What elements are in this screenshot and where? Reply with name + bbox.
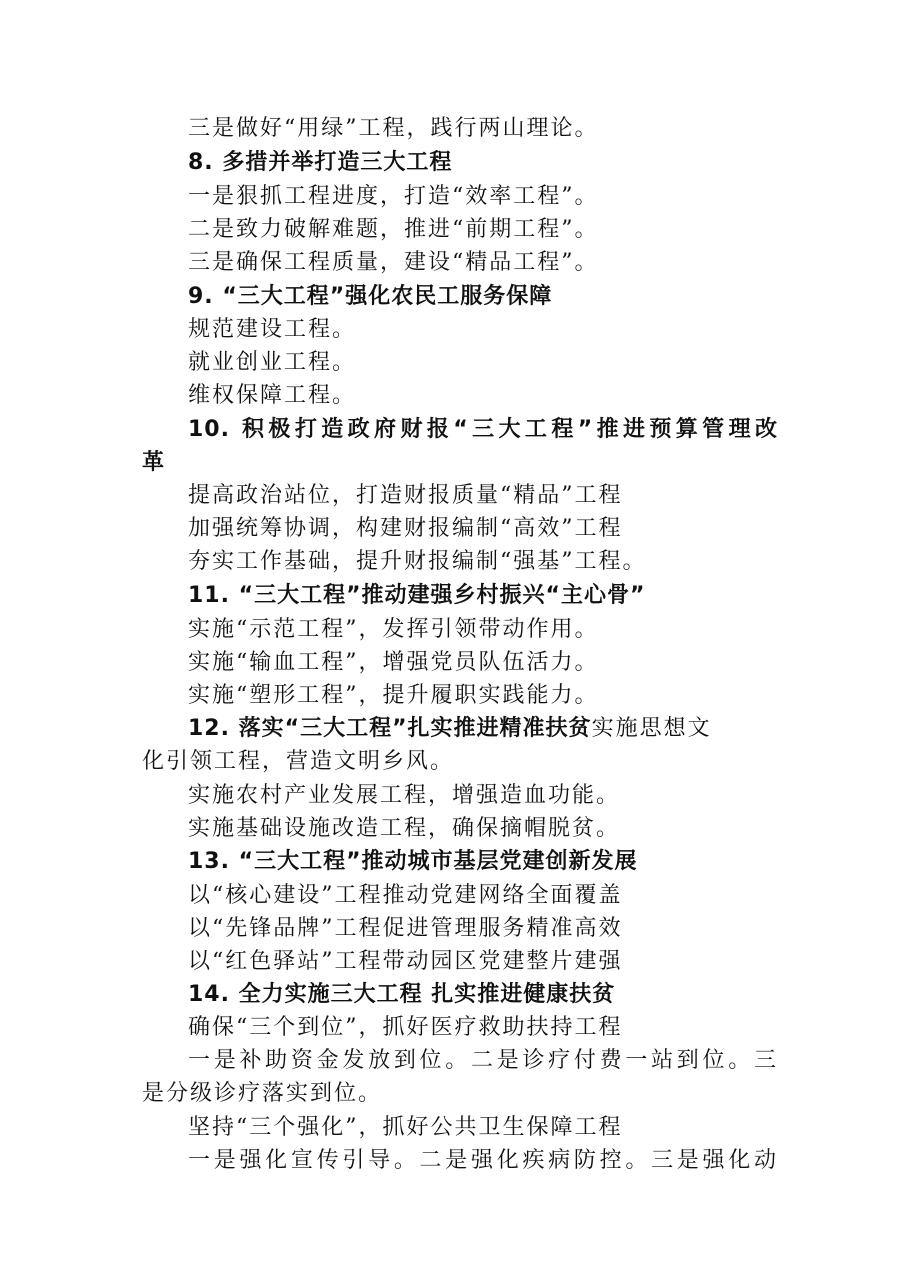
section-heading-10: 10. 积极打造政府财报“三大工程”推进预算管理改	[188, 417, 778, 442]
paragraph-line: 提高政治站位，打造财报质量“精品”工程	[188, 483, 623, 508]
paragraph-line: 以“红色驿站”工程带动园区党建整片建强	[188, 949, 623, 974]
paragraph-line: 坚持“三个强化”，抓好公共卫生保障工程	[188, 1115, 623, 1140]
paragraph-line: 以“先锋品牌”工程促进管理服务精准高效	[188, 916, 623, 941]
paragraph-line: 一是补助资金发放到位。二是诊疗付费一站到位。三	[188, 1048, 778, 1073]
paragraph-line: 规范建设工程。	[188, 317, 357, 342]
paragraph-line: 实施“输血工程”，增强党员队伍活力。	[188, 650, 599, 675]
paragraph-line: 是分级诊疗落实到位。	[142, 1081, 383, 1106]
paragraph-line: 确保“三个到位”，抓好医疗救助扶持工程	[188, 1015, 623, 1040]
section-heading-8: 8. 多措并举打造三大工程	[188, 150, 453, 175]
section-heading-13: 13. “三大工程”推动城市基层党建创新发展	[188, 849, 638, 874]
paragraph-line: 二是致力破解难题，推进“前期工程”。	[188, 217, 599, 242]
section-heading-9: 9. “三大工程”强化农民工服务保障	[188, 284, 553, 309]
paragraph-line: 实施基础设施改造工程，确保摘帽脱贫。	[188, 816, 621, 841]
section-heading-12: 12. 落实“三大工程”扎实推进精准扶贫	[188, 716, 592, 741]
paragraph-line: 就业创业工程。	[188, 350, 357, 375]
paragraph-inline: 实施思想文	[591, 716, 712, 741]
paragraph-line: 一是强化宣传引导。二是强化疾病防控。三是强化动	[188, 1148, 778, 1173]
paragraph-line: 三是确保工程质量，建设“精品工程”。	[188, 250, 599, 275]
paragraph-line: 三是做好“用绿”工程，践行两山理论。	[188, 116, 599, 141]
section-heading-11: 11. “三大工程”推动建强乡村振兴“主心骨”	[188, 583, 646, 608]
paragraph-line: 实施农村产业发展工程，增强造血功能。	[188, 783, 621, 808]
section-heading-10-cont: 革	[142, 450, 166, 475]
paragraph-line: 加强统筹协调，构建财报编制“高效”工程	[188, 516, 623, 541]
paragraph-line: 实施“示范工程”，发挥引领带动作用。	[188, 617, 599, 642]
section-heading-12-line	[188, 712, 778, 745]
paragraph-line: 实施“塑形工程”，提升履职实践能力。	[188, 683, 599, 708]
section-heading-14: 14. 全力实施三大工程 扎实推进健康扶贫	[188, 982, 616, 1007]
paragraph-line: 夯实工作基础，提升财报编制“强基”工程。	[188, 549, 647, 574]
paragraph-line: 一是狠抓工程进度，打造“效率工程”。	[188, 184, 599, 209]
paragraph-line: 维权保障工程。	[188, 383, 357, 408]
paragraph-line: 以“核心建设”工程推动党建网络全面覆盖	[188, 883, 623, 908]
paragraph-line: 化引领工程，营造文明乡风。	[142, 749, 455, 774]
